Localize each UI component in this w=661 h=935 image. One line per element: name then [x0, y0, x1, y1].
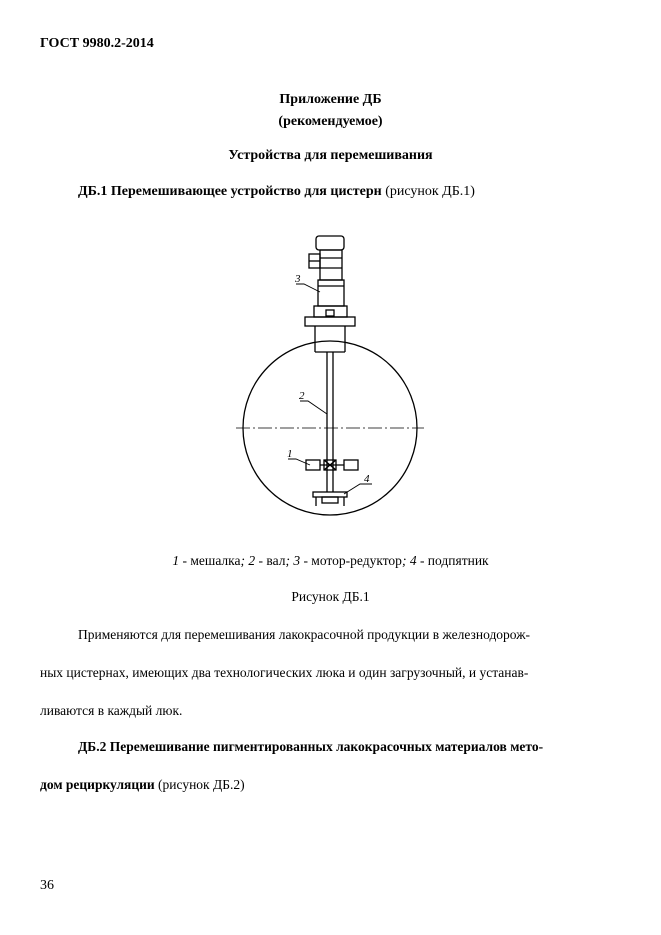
section2-title-line-1: ДБ.2 Перемешивание пигментированных лакокрасочных материалов мето-	[78, 739, 544, 754]
callout-4-leader	[344, 484, 372, 494]
paragraph-1-line-1: Применяются для перемешивания лакокрасочной продукции в железнодорож-	[78, 627, 531, 642]
callout-2-leader	[300, 401, 327, 414]
thrust-bearing	[313, 492, 347, 497]
legend-num-4: 4	[409, 553, 417, 568]
legend-sep: ;	[285, 553, 290, 568]
agitator-drawing	[230, 228, 440, 518]
paragraph-1-line-3: ливаются в каждый люк.	[40, 703, 183, 718]
section1-heading	[78, 184, 475, 200]
page-number: 36	[40, 878, 54, 893]
legend-text-3: - мотор-редуктор	[300, 553, 402, 568]
section1-figure-ref: (рисунок ДБ.1)	[385, 184, 475, 199]
legend-sep: ;	[240, 553, 246, 568]
legend-num-3: 3	[293, 553, 301, 568]
impeller-blade-left	[306, 460, 320, 470]
figure-legend	[0, 553, 661, 569]
motor-cap	[316, 236, 344, 250]
callout-3: 3	[295, 273, 301, 285]
callout-3-leader	[296, 284, 320, 292]
section2-heading	[40, 728, 620, 804]
hatch-flange	[305, 317, 355, 326]
callout-2: 2	[299, 390, 305, 402]
legend-text-1: - мешалка	[179, 553, 241, 568]
paragraph-1-line-2: ных цистернах, имеющих два технологических люка и один загрузочный, и устанав-	[40, 665, 529, 680]
impeller-blade-right	[344, 460, 358, 470]
callout-1: 1	[287, 448, 293, 460]
legend-num-1: 1	[172, 553, 180, 568]
legend-text-2: - вал	[255, 553, 286, 568]
reducer-body	[318, 280, 344, 306]
document-header: ГОСТ 9980.2-2014	[40, 36, 154, 51]
callout-4: 4	[364, 473, 370, 485]
section1-title: ДБ.1 Перемешивающее устройство для цистерн	[78, 184, 382, 199]
legend-sep: ;	[401, 553, 407, 568]
motor-body	[320, 250, 342, 280]
section2-figure-ref: (рисунок ДБ.2)	[158, 777, 245, 792]
figure-caption: Рисунок ДБ.1	[291, 589, 370, 604]
legend-num-2: 2	[248, 553, 256, 568]
paragraph-1	[40, 616, 620, 730]
legend-text-4: - подпятник	[416, 553, 489, 568]
section2-title-line-2: дом рециркуляции	[40, 777, 155, 792]
appendix-status: (рекомендуемое)	[278, 114, 383, 129]
appendix-heading: Устройства для перемешивания	[228, 148, 433, 163]
appendix-title: Приложение ДБ	[279, 92, 382, 107]
